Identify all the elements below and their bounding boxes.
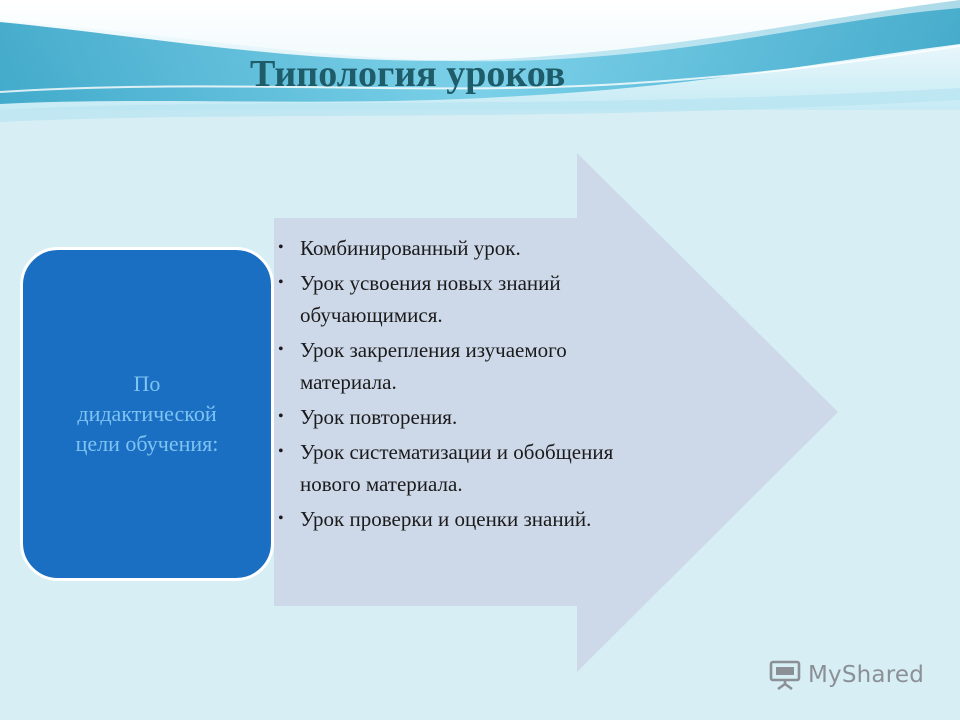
list-item-text: Урок проверки и оценки знаний.: [300, 507, 592, 531]
list-item: [276, 267, 656, 331]
category-label: По дидактической цели обучения:: [75, 371, 219, 456]
watermark-text: MyShared: [808, 662, 925, 688]
lesson-type-list: [276, 232, 656, 538]
myshared-watermark[interactable]: [768, 658, 924, 692]
list-item-text: Урок закрепления изучаемого материала.: [300, 338, 567, 394]
bullet-icon: •: [278, 408, 284, 425]
bullet-icon: •: [278, 274, 284, 291]
list-item-text: Урок повторения.: [300, 405, 458, 429]
list-item: [276, 436, 656, 500]
list-item-text: Урок систематизации и обобщения нового материала.: [300, 440, 614, 496]
list-item: [276, 232, 656, 264]
slide-title: Типология уроков: [250, 53, 566, 95]
list-item: [276, 401, 656, 433]
bullet-icon: •: [278, 443, 284, 460]
list-item-text: Комбинированный урок.: [300, 236, 521, 260]
bullet-icon: •: [278, 341, 284, 358]
list-item-text: Урок усвоения новых знаний обучающимися.: [300, 271, 561, 327]
bullet-icon: •: [278, 239, 284, 256]
bullet-icon: •: [278, 510, 284, 527]
presentation-board-icon: [768, 658, 802, 692]
list-item: [276, 503, 656, 535]
category-box: [20, 247, 274, 581]
list-item: [276, 334, 656, 398]
